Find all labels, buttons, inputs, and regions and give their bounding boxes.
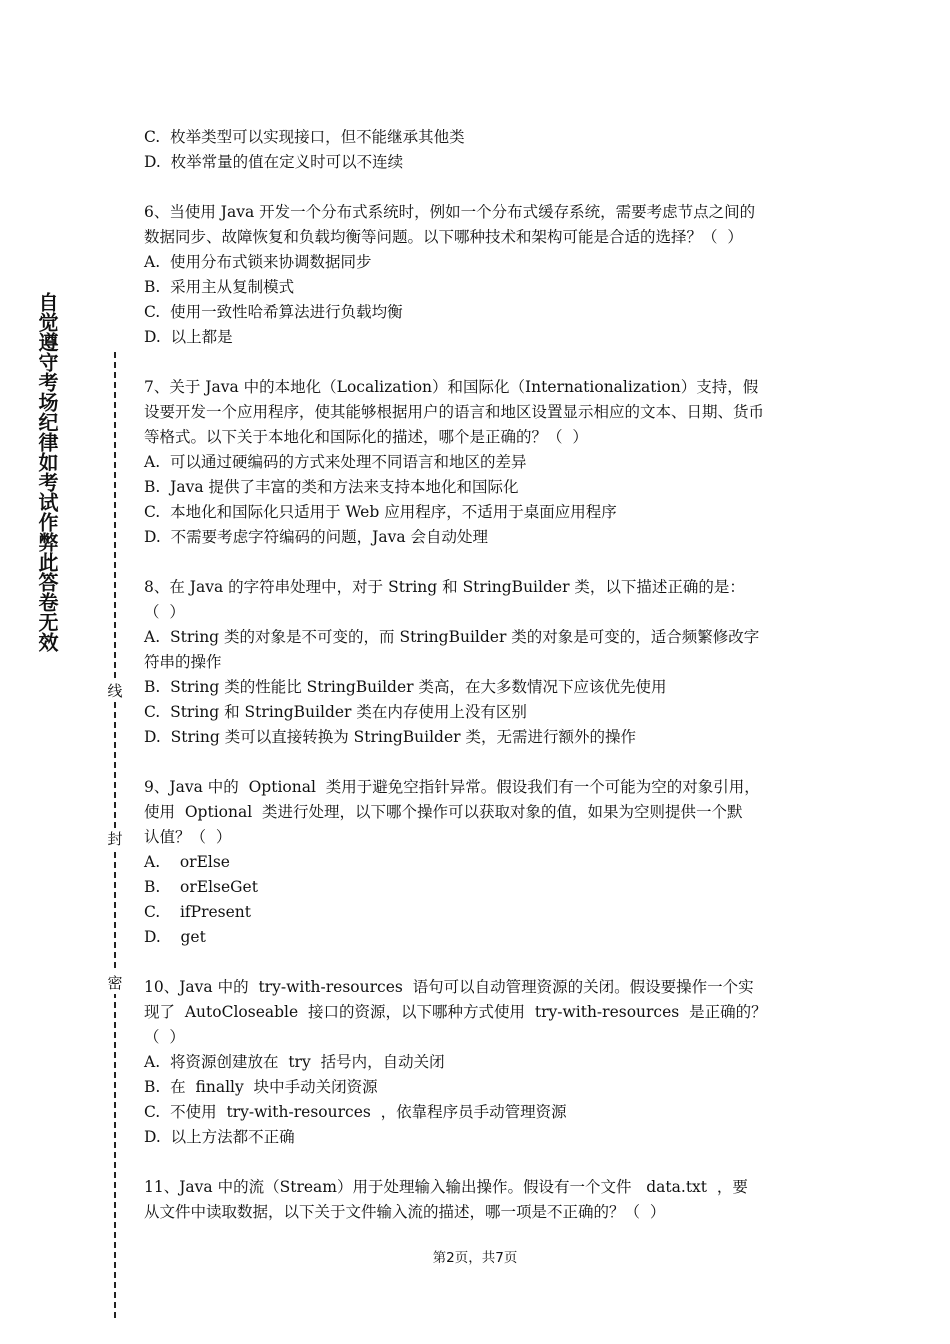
option-line: C. String 和 StringBuilder 类在内存使用上没有区别 <box>144 703 527 721</box>
option-line: B. Java 提供了丰富的类和方法来支持本地化和国际化 <box>144 478 519 496</box>
page-number-footer: 第2页，共7页 <box>432 1250 518 1266</box>
question-stem-line: 10、Java 中的 try-with-resources 语句可以自动管理资源的关闭。假设要操作一个实 <box>144 978 754 996</box>
option-line: 符串的操作 <box>144 653 222 671</box>
question-6 <box>144 200 824 350</box>
option-line: B. 采用主从复制模式 <box>144 278 295 296</box>
binding-mark-secret: 密 <box>105 972 125 994</box>
option-line: D. String 类可以直接转换为 StringBuilder 类，无需进行额外的操作 <box>144 728 636 746</box>
question-stem-line: 6、当使用 Java 开发一个分布式系统时，例如一个分布式缓存系统，需要考虑节点之间的 <box>144 203 756 221</box>
question-stem-line: 设要开发一个应用程序，使其能够根据用户的语言和地区设置显示相应的文本、日期、货币 <box>144 403 765 421</box>
option-line: A. 使用分布式锁来协调数据同步 <box>144 253 372 271</box>
question-stem-line: 等格式。以下关于本地化和国际化的描述，哪个是正确的？（ ） <box>144 428 588 446</box>
option-line: A. 可以通过硬编码的方式来处理不同语言和地区的差异 <box>144 453 527 471</box>
option-line: C. 枚举类型可以实现接口，但不能继承其他类 <box>144 128 465 146</box>
binding-mark-line: 线 <box>105 680 125 702</box>
exam-discipline-notice: 自觉遵守考场纪律如考试作弊此答卷无效 <box>35 292 59 652</box>
question-9 <box>144 775 824 950</box>
question-stem-line: 9、Java 中的 Optional 类用于避免空指针异常。假设我们有一个可能为空的对象引用， <box>144 778 760 796</box>
question-stem-line: 现了 AutoCloseable 接口的资源，以下哪种方式使用 try-with-resources 是正确的？ <box>144 1003 767 1021</box>
option-line: D. 枚举常量的值在定义时可以不连续 <box>144 153 404 171</box>
question-stem-line: 8、在 Java 的字符串处理中，对于 String 和 StringBuilder 类，以下描述正确的是： <box>144 578 745 596</box>
option-line: C. 不使用 try-with-resources ，依靠程序员手动管理资源 <box>144 1103 567 1121</box>
question-stem-line: （ ） <box>144 1028 185 1046</box>
option-line: B. 在 finally 块中手动关闭资源 <box>144 1078 378 1096</box>
option-line: A. 将资源创建放在 try 括号内，自动关闭 <box>144 1053 445 1071</box>
question-8 <box>144 575 824 750</box>
binding-mark-seal: 封 <box>105 828 125 850</box>
option-line: C. ifPresent <box>144 903 251 921</box>
option-line: D. 以上都是 <box>144 328 233 346</box>
question-stem-line: （ ） <box>144 603 185 621</box>
option-line: C. 使用一致性哈希算法进行负载均衡 <box>144 303 403 321</box>
option-line: D. get <box>144 928 206 946</box>
question-11 <box>144 1175 824 1225</box>
question-10 <box>144 975 824 1150</box>
option-line: A. String 类的对象是不可变的，而 StringBuilder 类的对象是可变的，适合频繁修改字 <box>144 628 760 646</box>
question-stem-line: 从文件中读取数据，以下关于文件输入流的描述，哪一项是不正确的？（ ） <box>144 1203 666 1221</box>
question-stem-line: 认值？（ ） <box>144 828 232 846</box>
question-stem-line: 数据同步、故障恢复和负载均衡等问题。以下哪种技术和架构可能是合适的选择？（ ） <box>144 228 743 246</box>
option-line: B. orElseGet <box>144 878 258 896</box>
question-content <box>144 125 824 1250</box>
question-stem-line: 11、Java 中的流（Stream）用于处理输入输出操作。假设有一个文件 data.txt ，要 <box>144 1178 748 1196</box>
option-line: D. 以上方法都不正确 <box>144 1128 295 1146</box>
option-line: A. orElse <box>144 853 230 871</box>
question-stem-line: 7、关于 Java 中的本地化（Localization）和国际化（Internationalization）支持，假 <box>144 378 759 396</box>
continued-options <box>144 125 824 175</box>
question-stem-line: 使用 Optional 类进行处理，以下哪个操作可以获取对象的值，如果为空则提供一个默 <box>144 803 743 821</box>
option-line: C. 本地化和国际化只适用于 Web 应用程序，不适用于桌面应用程序 <box>144 503 617 521</box>
question-7 <box>144 375 824 550</box>
option-line: B. String 类的性能比 StringBuilder 类高，在大多数情况下应该优先使用 <box>144 678 667 696</box>
option-line: D. 不需要考虑字符编码的问题，Java 会自动处理 <box>144 528 489 546</box>
